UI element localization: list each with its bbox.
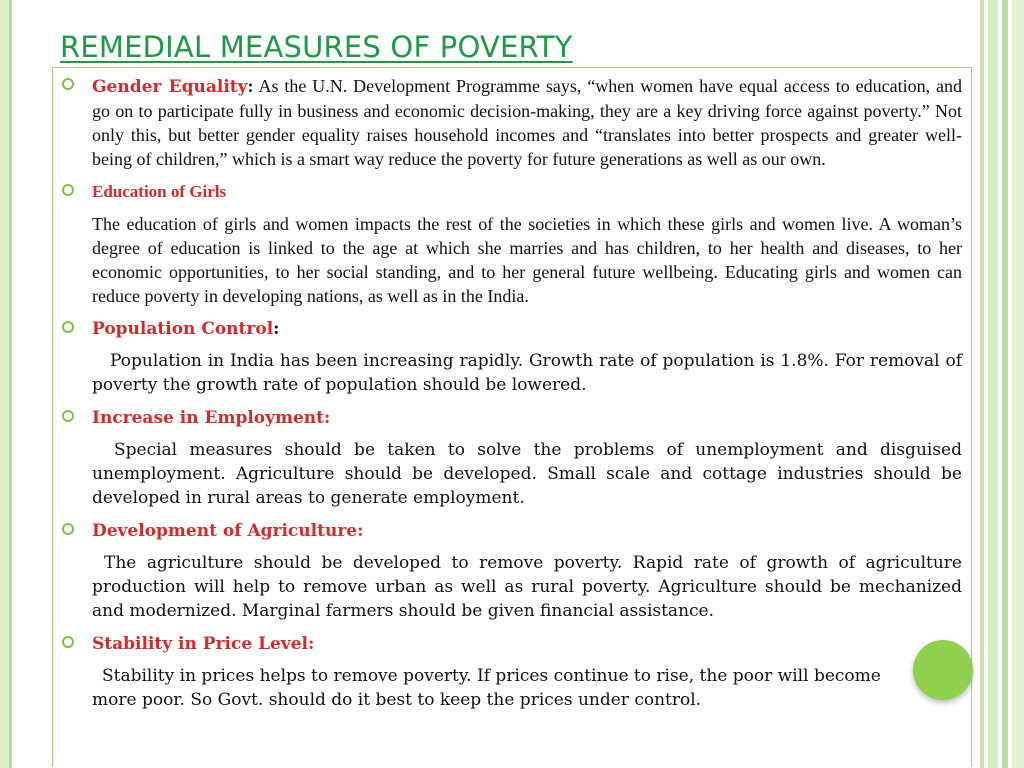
bullet-increase-employment bbox=[92, 406, 962, 430]
item-heading: Development of Agriculture: bbox=[92, 521, 364, 541]
slide-title: REMEDIAL MEASURES OF POVERTY bbox=[60, 30, 573, 64]
bullet-circle-icon bbox=[62, 410, 74, 422]
item-text: As the U.N. Development Programme says, “when women have equal access to education, and go on to participate fully in business and economic decision-making, they are a key driving force against poverty.” Not only this, but better gender equality raises household incomes and “translates into better prospects and greater well-being of children,” which is a smart way reduce the poverty for future generations as well as our own. bbox=[92, 76, 962, 169]
bullet-education-of-girls bbox=[92, 180, 962, 204]
item-paragraph: Population in India has been increasing rapidly. Growth rate of population is 1.8%. For removal of poverty the growth rate of population should be lowered. bbox=[92, 351, 962, 395]
left-decor-bar bbox=[0, 0, 12, 768]
item-colon: : bbox=[273, 319, 280, 339]
item-colon: : bbox=[247, 76, 254, 96]
item-heading: Increase in Employment: bbox=[92, 408, 331, 428]
item-heading: Stability in Price Level: bbox=[92, 634, 315, 654]
bullet-gender-equality bbox=[92, 74, 962, 171]
bullet-circle-icon bbox=[62, 321, 74, 333]
right-decor-bars bbox=[980, 0, 1024, 768]
item-heading: Population Control bbox=[92, 319, 274, 339]
bullet-circle-icon bbox=[62, 78, 74, 90]
bullet-circle-icon bbox=[62, 184, 74, 196]
item-heading: Education of Girls bbox=[92, 182, 227, 201]
bullet-population-control bbox=[92, 317, 962, 341]
navigation-circle-button[interactable] bbox=[913, 640, 973, 700]
bullet-stability-price bbox=[92, 632, 962, 656]
item-paragraph: The education of girls and women impacts the rest of the societies in which these girls and women live. A woman’s degree of education is linked to the age at which she marries and has children, to her health and diseases, to her economic opportunities, to her social standing, and to her general future wellbeing. Educating girls and women can reduce poverty in developing nations, as well as in the India. bbox=[92, 214, 962, 306]
item-paragraph: The agriculture should be developed to remove poverty. Rapid rate of growth of agriculture production will help to remove urban as well as rural poverty. Agriculture should be mechanized and modernized. Marginal farmers should be given financial assistance. bbox=[92, 553, 962, 621]
bullet-circle-icon bbox=[62, 523, 74, 535]
bullet-circle-icon bbox=[62, 636, 74, 648]
item-paragraph: Special measures should be taken to solve the problems of unemployment and disguised unemployment. Agriculture should be developed. Small scale and cottage industries should be developed in rural areas to generate employment. bbox=[92, 440, 962, 508]
item-heading: Gender Equality bbox=[92, 77, 248, 97]
item-paragraph: Stability in prices helps to remove poverty. If prices continue to rise, the poor will become more poor. So Govt. should do it best to keep the prices under control. bbox=[92, 666, 881, 710]
slide-content bbox=[92, 74, 962, 712]
bullet-development-agriculture bbox=[92, 519, 962, 543]
